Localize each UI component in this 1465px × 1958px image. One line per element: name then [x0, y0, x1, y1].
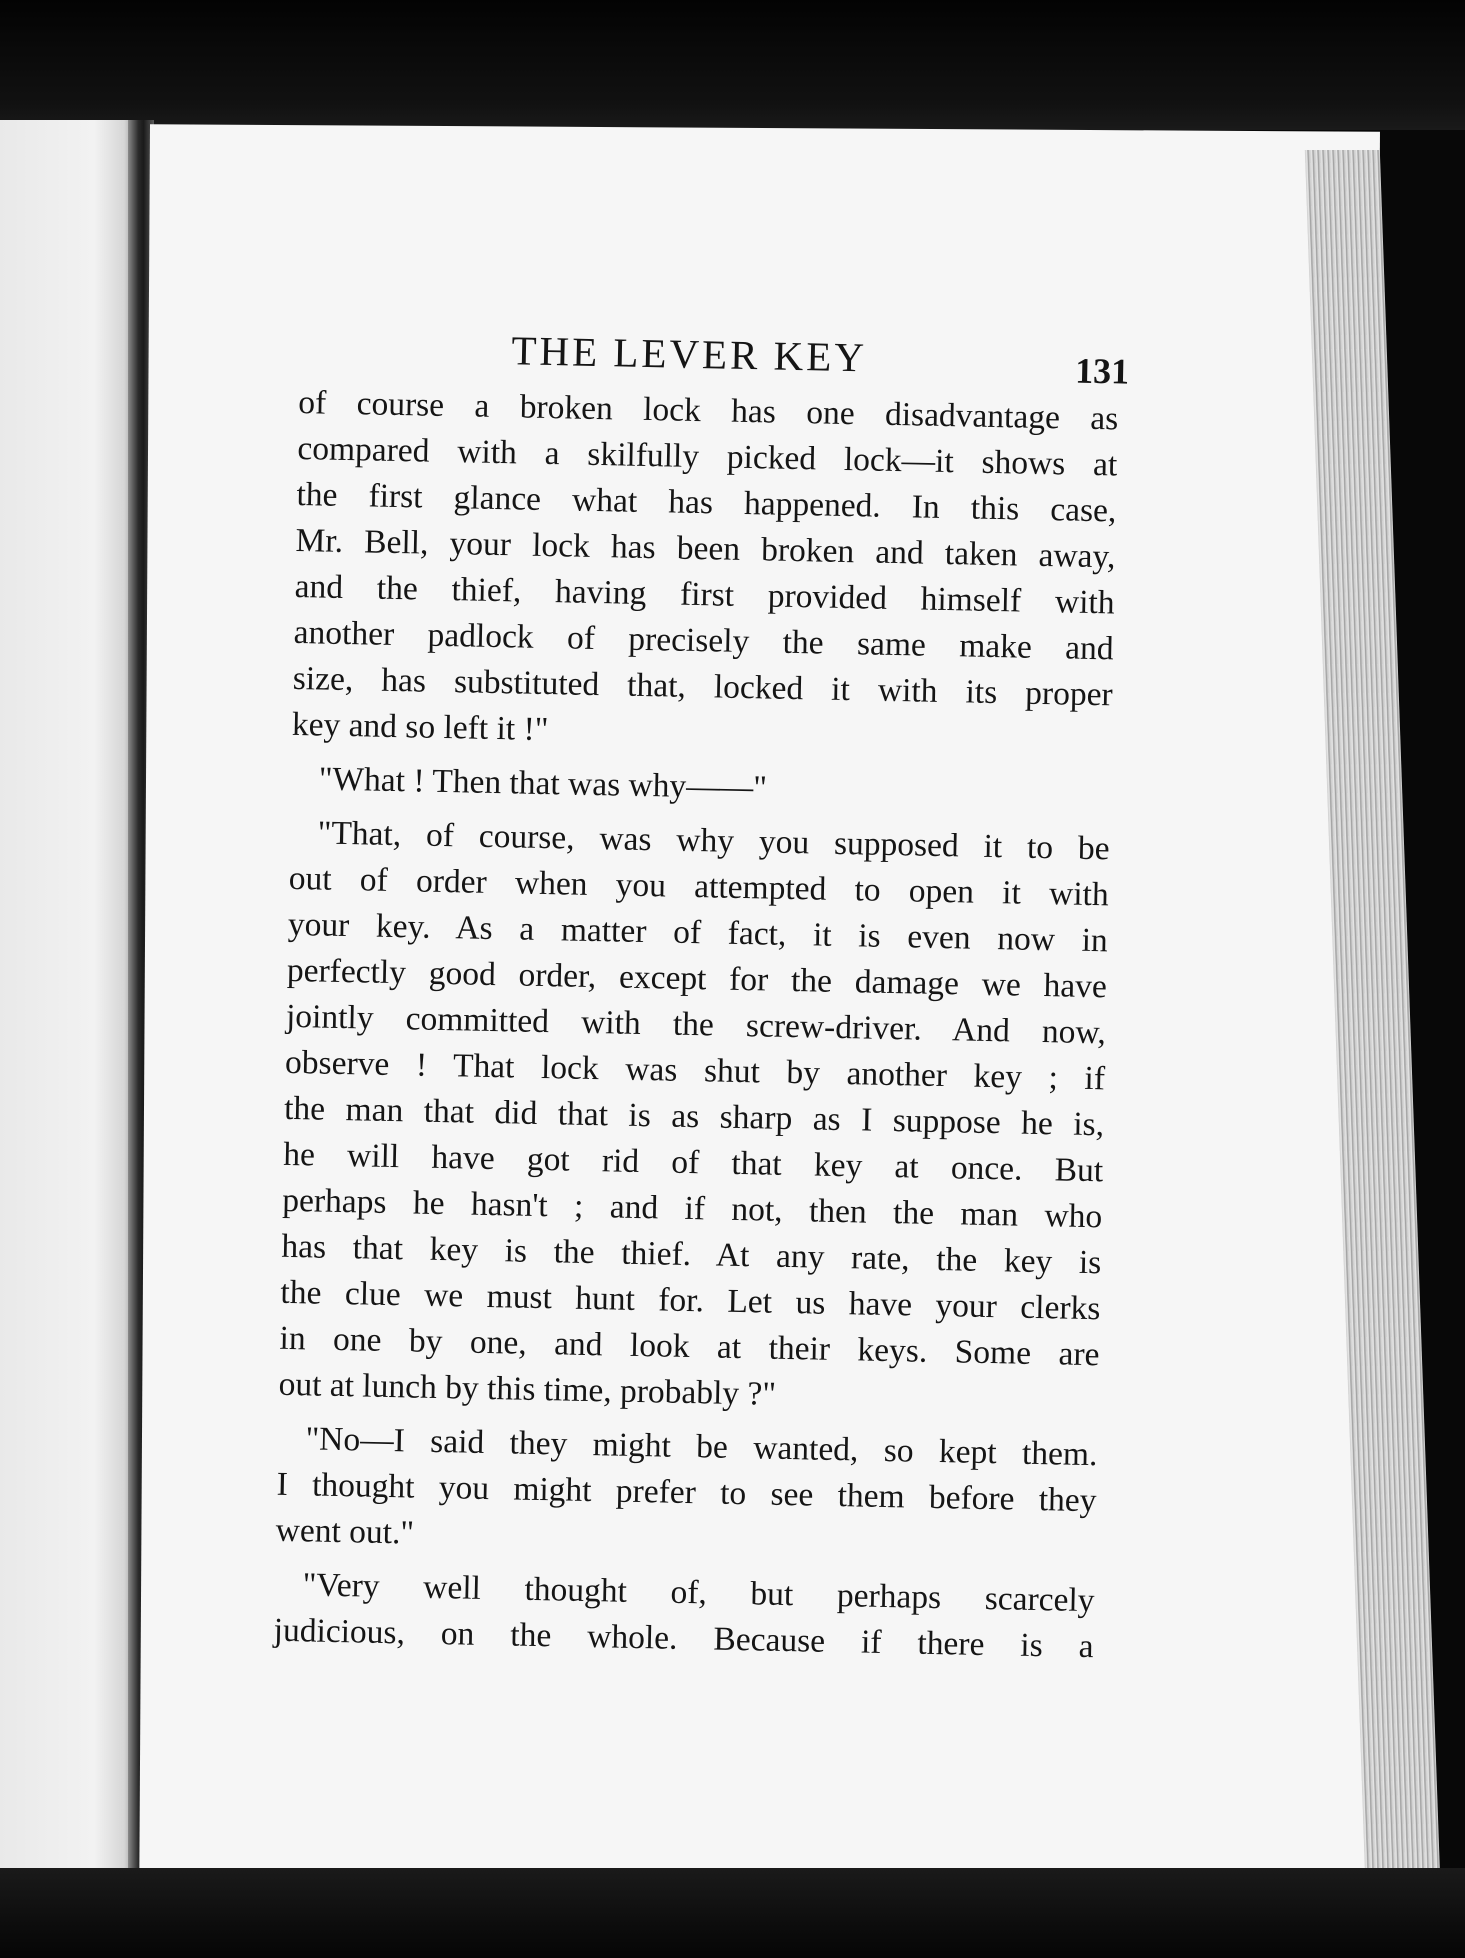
text-line: of course a broken lock has one disadvantage as — [298, 383, 1119, 438]
text-line: in one by one, and look at their keys. Some are — [279, 1319, 1100, 1374]
text-line: "What ! Then that was why——" — [318, 760, 768, 807]
text-line: judicious, on the whole. Because if there is a — [273, 1611, 1094, 1666]
text-line: I thought you might prefer to see them before they — [276, 1465, 1097, 1520]
text-line: he will have got rid of that key at once. But — [282, 1135, 1104, 1190]
text-line: perfectly good order, except for the damage we have — [286, 951, 1108, 1006]
text-line: Mr. Bell, your lock has been broken and taken away, — [295, 521, 1116, 576]
page-number: 131 — [1074, 350, 1130, 392]
text-line: "That, of course, was why you supposed it to be — [317, 814, 1110, 868]
left-page — [0, 120, 135, 1890]
text-line: "Very well thought of, but perhaps scarcely — [302, 1566, 1095, 1620]
text-line: the clue we must hunt for. Let us have your clerks — [280, 1273, 1101, 1328]
paragraph — [273, 1562, 1095, 1670]
paragraph — [278, 810, 1110, 1424]
text-line: perhaps he hasn't ; and if not, then the man who — [281, 1181, 1103, 1236]
paragraph — [275, 1416, 1098, 1570]
text-line: and the thief, having first provided himself with — [294, 567, 1115, 622]
top-shadow — [0, 0, 1465, 130]
text-line: went out." — [275, 1511, 415, 1552]
bottom-shadow — [0, 1868, 1465, 1958]
text-line: "No—I said they might be wanted, so kept them. — [305, 1420, 1098, 1474]
text-line: key and so left it !" — [291, 705, 549, 749]
text-line: out at lunch by this time, probably ?" — [278, 1365, 777, 1413]
text-line: jointly committed with the screw-driver. And now, — [285, 997, 1107, 1052]
page-content — [273, 322, 1130, 1670]
text-line: out of order when you attempted to open it with — [288, 859, 1110, 914]
text-line: compared with a skilfully picked lock—it shows at — [297, 429, 1118, 484]
text-line: size, has substituted that, locked it with its proper — [292, 659, 1114, 714]
paragraph — [291, 380, 1118, 764]
text-line: has that key is the thief. At any rate, the key is — [281, 1227, 1102, 1282]
text-line: observe ! That lock was shut by another key ; if — [284, 1043, 1106, 1098]
text-line: the man that did that is as sharp as I suppose he is, — [283, 1089, 1105, 1144]
running-title: THE LEVER KEY — [511, 327, 868, 381]
text-line: your key. As a matter of fact, it is even now in — [287, 905, 1109, 960]
text-line: another padlock of precisely the same make and — [293, 613, 1114, 668]
text-line: the first glance what has happened. In this case, — [296, 475, 1117, 530]
